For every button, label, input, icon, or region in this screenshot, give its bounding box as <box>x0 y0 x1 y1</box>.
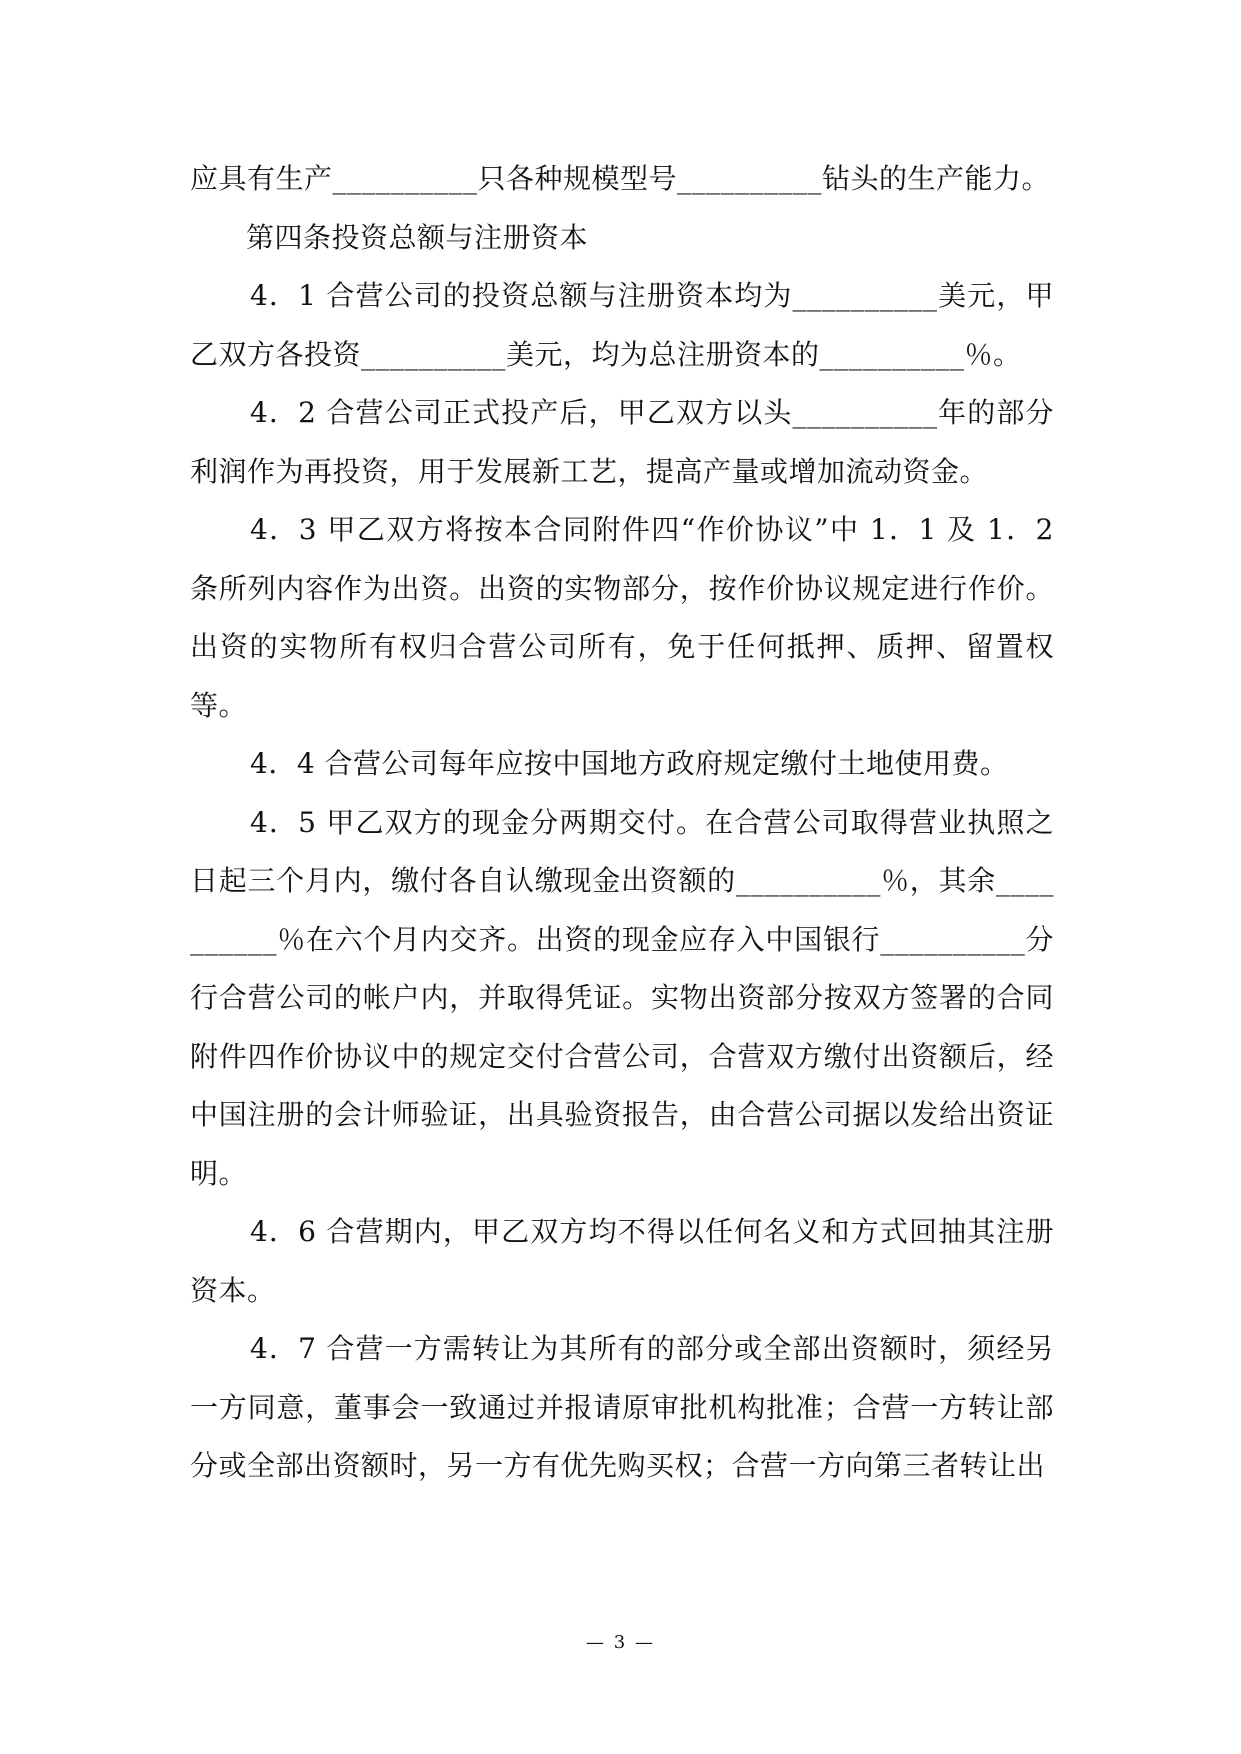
body-text <box>190 150 1054 1496</box>
clause-4-3: 4．3 甲乙双方将按本合同附件四“作价协议”中 1．1 及 1．2 条所列内容作为出资。出资的实物部分，按作价协议规定进行作价。出资的实物所有权归合营公司所有，免于任何抵押、质押、留置权等。 <box>190 513 1054 722</box>
paragraph-capacity: 应具有生产__________只各种规模型号__________钻头的生产能力。 <box>190 162 1051 195</box>
clause-4-7: 4．7 合营一方需转让为其所有的部分或全部出资额时，须经另一方同意，董事会一致通过并报请原审批机构批准；合营一方转让部分或全部出资额时，另一方有优先购买权；合营一方向第三者转让出 <box>190 1332 1054 1482</box>
page-number: — 3 — <box>586 1632 655 1653</box>
clause-4-5: 4．5 甲乙双方的现金分两期交付。在合营公司取得营业执照之日起三个月内，缴付各自认缴现金出资额的__________％，其余__________％在六个月内交齐。出资的现金应存入中国银行__________分行合营公司的帐户内，并取得凭证。实物出资部分按双方签署的合同附件四作价协议中的规定交付合营公司，合营双方缴付出资额后，经中国注册的会计师验证，出具验资报告，由合营公司据以发给出资证明。 <box>190 805 1054 1190</box>
clause-4-2: 4．2 合营公司正式投产后，甲乙双方以头__________年的部分利润作为再投资，用于发展新工艺，提高产量或增加流动资金。 <box>190 396 1054 488</box>
clause-4-1: 4．1 合营公司的投资总额与注册资本均为__________美元，甲乙双方各投资__________美元，均为总注册资本的__________％。 <box>190 279 1054 371</box>
section-heading-article-4: 第四条投资总额与注册资本 <box>246 220 589 254</box>
clause-4-4: 4．4 合营公司每年应按中国地方政府规定缴付土地使用费。 <box>250 747 1009 780</box>
clause-4-6: 4．6 合营期内，甲乙双方均不得以任何名义和方式回抽其注册资本。 <box>190 1215 1054 1307</box>
